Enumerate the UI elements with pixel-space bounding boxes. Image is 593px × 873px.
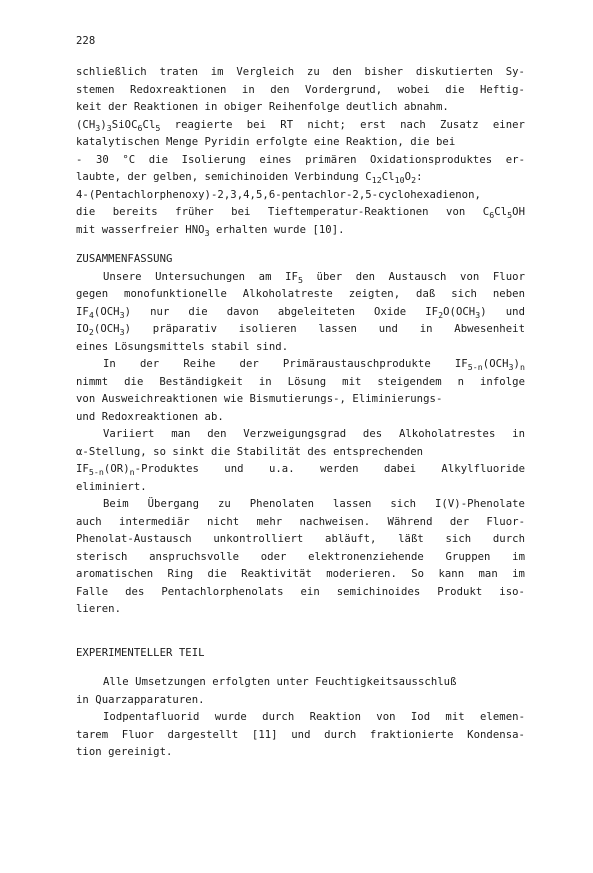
text-line: keit der Reaktionen in obiger Reihenfolge deutlich abnahm. (76, 101, 449, 113)
section-heading-experimental: EXPERIMENTELLER TEIL (76, 647, 205, 659)
text-line: Alle Umsetzungen erfolgten unter Feuchtigkeitsausschluß (103, 676, 457, 688)
text-line: mit wasserfreier $HNO_3$ erhalten wurde [10]. (76, 224, 345, 238)
text-line: eliminiert. (76, 481, 147, 493)
text-line: $(CH_3)_3SiOC_6Cl_5$ reagierte bei RT nicht; erst nach Zusatz einer (76, 119, 525, 133)
text-line: Variiert man den Verzweigungsgrad des Alkoholatrestes in (103, 428, 525, 440)
text-line: 4-(Pentachlorphenoxy)-2,3,4,5,6-pentachlor-2,5-cyclohexadienon, (76, 189, 481, 201)
text-line: Phenolat-Austausch unkontrolliert abläuft, läßt sich durch (76, 533, 525, 545)
text-line: - 30 °C die Isolierung eines primären Oxidationsproduktes er- (76, 154, 525, 166)
text-line: tion gereinigt. (76, 746, 173, 758)
text-line: und Redoxreaktionen ab. (76, 411, 224, 423)
text-line: aromatischen Ring die Reaktivität moderieren. So kann man im (76, 568, 525, 580)
text-line: sterisch anspruchsvolle oder elektronenziehende Gruppen im (76, 551, 525, 563)
section-heading-summary: ZUSAMMENFASSUNG (76, 253, 173, 265)
text-line: $IF_{5-n}(OR)_n$-Produktes und u.a. werden dabei Alkylfluoride (76, 463, 525, 477)
text-line: schließlich traten im Vergleich zu den bisher diskutierten Sy- (76, 66, 525, 78)
text-line: Iodpentafluorid wurde durch Reaktion von Iod mit elemen- (103, 711, 525, 723)
text-line: In der Reihe der Primäraustauschprodukte $IF_{5-n}(OCH_3)_n$ (103, 358, 525, 372)
text-line: gegen monofunktionelle Alkoholatreste zeigten, daß sich neben (76, 288, 525, 300)
text-line: in Quarzapparaturen. (76, 694, 205, 706)
text-line: Unsere Untersuchungen am $IF_5$ über den Austausch von Fluor (103, 271, 525, 285)
text-line: auch intermediär nicht mehr nachweisen. Während der Fluor- (76, 516, 525, 528)
text-line: tarem Fluor dargestellt [11] und durch fraktionierte Kondensa- (76, 729, 525, 741)
text-line: α-Stellung, so sinkt die Stabilität des entsprechenden (76, 446, 424, 458)
text-line: $IF_4(OCH_3)$ nur die davon abgeleiteten Oxide $IF_2O(OCH_3)$ und (76, 306, 526, 320)
text-line: Beim Übergang zu Phenolaten lassen sich I(V)-Phenolate (103, 498, 525, 510)
text-line: von Ausweichreaktionen wie Bismutierungs-, Eliminierungs- (76, 393, 443, 405)
text-line: laubte, der gelben, semichinoiden Verbindung $C_{12}Cl_{10}O_2$: (76, 171, 423, 185)
text-line: die bereits früher bei Tieftemperatur-Reaktionen von $C_6Cl_5OH$ (76, 206, 525, 220)
text-line: katalytischen Menge Pyridin erfolgte eine Reaktion, die bei (76, 136, 456, 148)
text-line: $IO_2(OCH_3)$ präparativ isolieren lassen und in Abwesenheit (76, 323, 525, 337)
page-number: 228 (76, 35, 96, 47)
text-line: stemen Redoxreaktionen in den Vordergrund, wobei die Heftig- (76, 84, 525, 96)
text-line: lieren. (76, 603, 121, 615)
text-line: eines Lösungsmittels stabil sind. (76, 341, 289, 353)
text-line: Falle des Pentachlorphenolats ein semichinoides Produkt iso- (76, 586, 525, 598)
text-line: nimmt die Beständigkeit in Lösung mit steigendem n infolge (76, 376, 525, 388)
